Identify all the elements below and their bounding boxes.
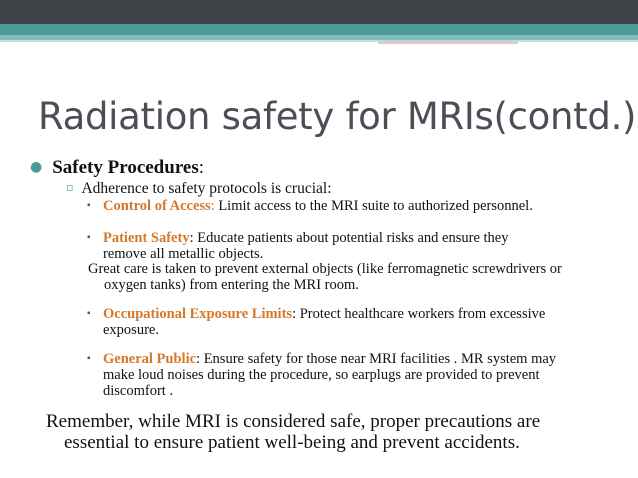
item-text-line3: discomfort . (103, 383, 174, 399)
small-bullet-icon: ▪ (87, 232, 91, 243)
note-external-objects (88, 261, 608, 293)
slide-title: Radiation safety for MRIs(contd.) (38, 95, 637, 138)
item-term: Patient Safety (103, 230, 190, 246)
closing-statement (46, 411, 606, 453)
item-text: Protect healthcare workers from excessive (296, 306, 546, 322)
item-sep: : (292, 306, 297, 322)
item-term: Control of Access (103, 198, 211, 214)
sub-bullet-text: Adherence to safety protocols is crucial: (81, 180, 332, 197)
item-text: Limit access to the MRI suite to authorized personnel. (214, 198, 533, 214)
item-sep: : (196, 351, 201, 367)
note-line1: Great care is taken to prevent external objects (like ferromagnetic screwdrivers or (88, 261, 562, 277)
header-band-highlight (0, 40, 638, 42)
closing-line1: Remember, while MRI is considered safe, proper precautions are (46, 411, 541, 432)
header-accent-bar (378, 40, 518, 44)
bullet-colon: : (198, 157, 205, 178)
item-general-public (87, 351, 617, 399)
item-text-line2: remove all metallic objects. (103, 246, 264, 262)
item-text-line2: exposure. (103, 322, 159, 338)
small-bullet-icon: ▪ (87, 200, 91, 211)
small-bullet-icon: ▪ (87, 308, 91, 319)
header-band-teal (0, 24, 638, 35)
item-text-line2: make loud noises during the procedure, so earplugs are provided to prevent (103, 367, 540, 383)
bullet-term: Safety Procedures (52, 157, 199, 178)
item-term: General Public (103, 351, 197, 367)
bullet-dot-icon: ● (30, 159, 43, 175)
note-line2: oxygen tanks) from entering the MRI room. (104, 277, 359, 293)
item-patient-safety (87, 230, 617, 262)
header-band-dark (0, 0, 638, 24)
item-sep: : (189, 230, 194, 246)
item-text: Educate patients about potential risks and ensure they (193, 230, 509, 246)
item-text: Ensure safety for those near MRI facilities . MR system may (200, 351, 557, 367)
closing-line2: essential to ensure patient well-being and prevent accidents. (64, 432, 520, 453)
bullet-safety-procedures (30, 157, 204, 179)
square-bullet-icon: ▫ (66, 181, 74, 194)
sub-bullet-adherence (66, 180, 332, 198)
item-occupational-exposure (87, 306, 617, 338)
small-bullet-icon: ▪ (87, 353, 91, 364)
item-control-of-access (87, 198, 617, 214)
item-sep: : (210, 198, 215, 214)
item-term: Occupational Exposure Limits (103, 306, 293, 322)
